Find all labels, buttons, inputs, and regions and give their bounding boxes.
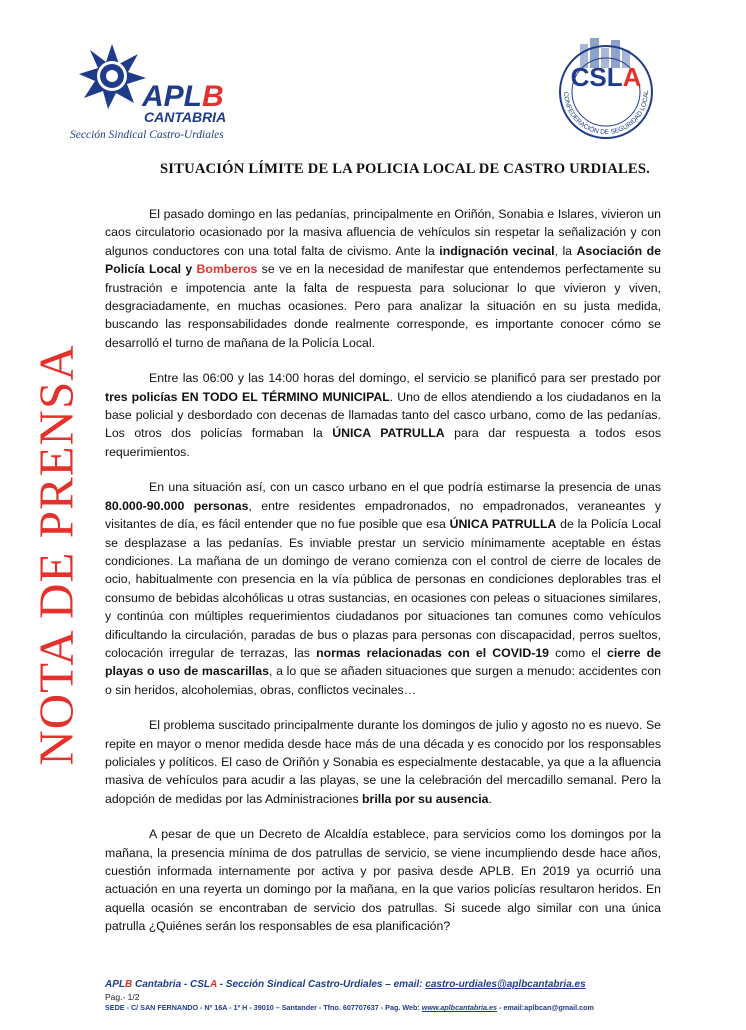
footer-sede: SEDE - C/ SAN FERNANDO - Nº 16A - 1º H - 39010 – Santander - Tfno. 607707637 - Pag. Web: www.aplbcantabria.es - email:aplbcan@gmail.com xyxy=(105,1003,594,1012)
svg-text:APLB: APLB xyxy=(142,80,224,113)
page-footer xyxy=(105,978,705,1013)
paragraph-4: El problema suscitado principalmente durante los domingos de julio y agosto no es nuevo. Se repite en mayor o menor medida desde hace más de una década y es conocido por los responsables policiales y políticos. El caso de Oriñón y Sonabia es especialmente destacable, ya que a la afluencia masiva de vehículos para acudir a las playas, se une la celebración del mercadillo semanal. Pero la adopción de medidas por las Administraciones brilla por su ausencia. xyxy=(105,718,661,806)
csla-logo xyxy=(546,34,666,142)
aplb-star-emblem xyxy=(64,42,254,142)
svg-text:Sección Sindical Castro-Urdial: Sección Sindical Castro-Urdiales xyxy=(70,129,224,141)
footer-web-link[interactable]: www.aplbcantabria.es xyxy=(421,1003,498,1012)
svg-text:CSLA: CSLA xyxy=(570,62,642,92)
footer-email-link[interactable]: castro-urdiales@aplbcantabria.es xyxy=(425,979,586,990)
side-label-nota-de-prensa: NOTA DE PRENSA xyxy=(28,344,84,766)
paragraph-5: A pesar de que un Decreto de Alcaldía establece, para servicios como los domingos por la mañana, la presencia mínima de dos patrullas de servicio, se viene incumpliendo desde hace años, cuestión informada internamente por activa y por pasiva desde APLB. En 2019 ya ocurrió una actuación en una reyerta un domingo por la mañana, en la que varios policías resultaron heridos. En aquella ocasión se encontraban de servicio dos patrullas. Si sucede algo similar con una única patrulla ¿Quiénes serán los responsables de esa planificación? xyxy=(105,827,661,934)
svg-text:CONFEDERACIÓN DE SEGURIDAD LOC: CONFEDERACIÓN DE SEGURIDAD LOCAL xyxy=(561,90,651,137)
document-body xyxy=(105,205,661,953)
footer-line-1: APLB Cantabria - CSLA - Sección Sindical Castro-Urdiales – email: castro-urdiales@aplbcantabria.es xyxy=(105,979,586,990)
page-number: Pag.- 1/2 xyxy=(105,992,140,1002)
paragraph-3: En una situación así, con un casco urbano en el que podría estimarse la presencia de unas 80.000-90.000 personas, entre residentes empadronados, no empadronados, veraneantes y visitantes de día, es fácil entender que no fue posible que esa ÚNICA PATRULLA de la Policía Local se desplazase a las pedanías. Es inviable prestar un servicio mínimamente aceptable en éstas condiciones. La mañana de un domingo de verano comienza con el control de cierre de locales de ocio, habitualmente con presencia en la vía pública de personas en condiciones deplorables tras el consumo de bebidas alcohólicas u otras sustancias, en ocasiones con peleas o situaciones similares, y continúa con múltiples requerimientos ciudadanos por situaciones tan comunes como vehículos dificultando la circulación, paradas de bus o plazas para personas con discapacidad, perros sueltos, colocación irregular de terrazas, las normas relacionadas con el COVID-19 como el cierre de playas o uso de mascarillas, a lo que se añaden situaciones que surgen a menudo: accidentes con o sin heridos, alcoholemias, obras, conflictos vecinales… xyxy=(105,480,661,697)
page-title: SITUACIÓN LÍMITE DE LA POLICIA LOCAL DE CASTRO URDIALES. xyxy=(159,161,651,177)
svg-text:CANTABRIA: CANTABRIA xyxy=(144,109,227,125)
aplb-logo xyxy=(64,42,254,142)
paragraph-2: Entre las 06:00 y las 14:00 horas del domingo, el servicio se planificó para ser prestado por tres policías EN TODO EL TÉRMINO MUNICIPAL. Uno de ellos atendiendo a los ciudadanos en la base policial y desbordado con decenas de llamadas tanto del casco urbano, como de las pedanías. Los otros dos policías formaban la ÚNICA PATRULLA para dar respuesta a todos esos requerimientos. xyxy=(105,371,661,459)
paragraph-1: El pasado domingo en las pedanías, principalmente en Oriñón, Sonabia e Islares, vivieron un caos circulatorio ocasionado por la masiva afluencia de vehículos sin respetar la señalización y con algunos conductores con una total falta de civismo. Ante la indignación vecinal, la Asociación de Policía Local y Bomberos se ve en la necesidad de manifestar que entendemos perfectamente su frustración e impotencia ante la falta de respuesta para solucionar lo que vivieron y viven, desgraciadamente, en muchas ocasiones. Pero para analizar la situación en su justa medida, buscando las responsabilidades donde realmente corresponde, es importante conocer cómo se desarrolló el turno de mañana de la Policía Local. xyxy=(105,207,661,350)
csla-seal-emblem xyxy=(546,34,666,142)
